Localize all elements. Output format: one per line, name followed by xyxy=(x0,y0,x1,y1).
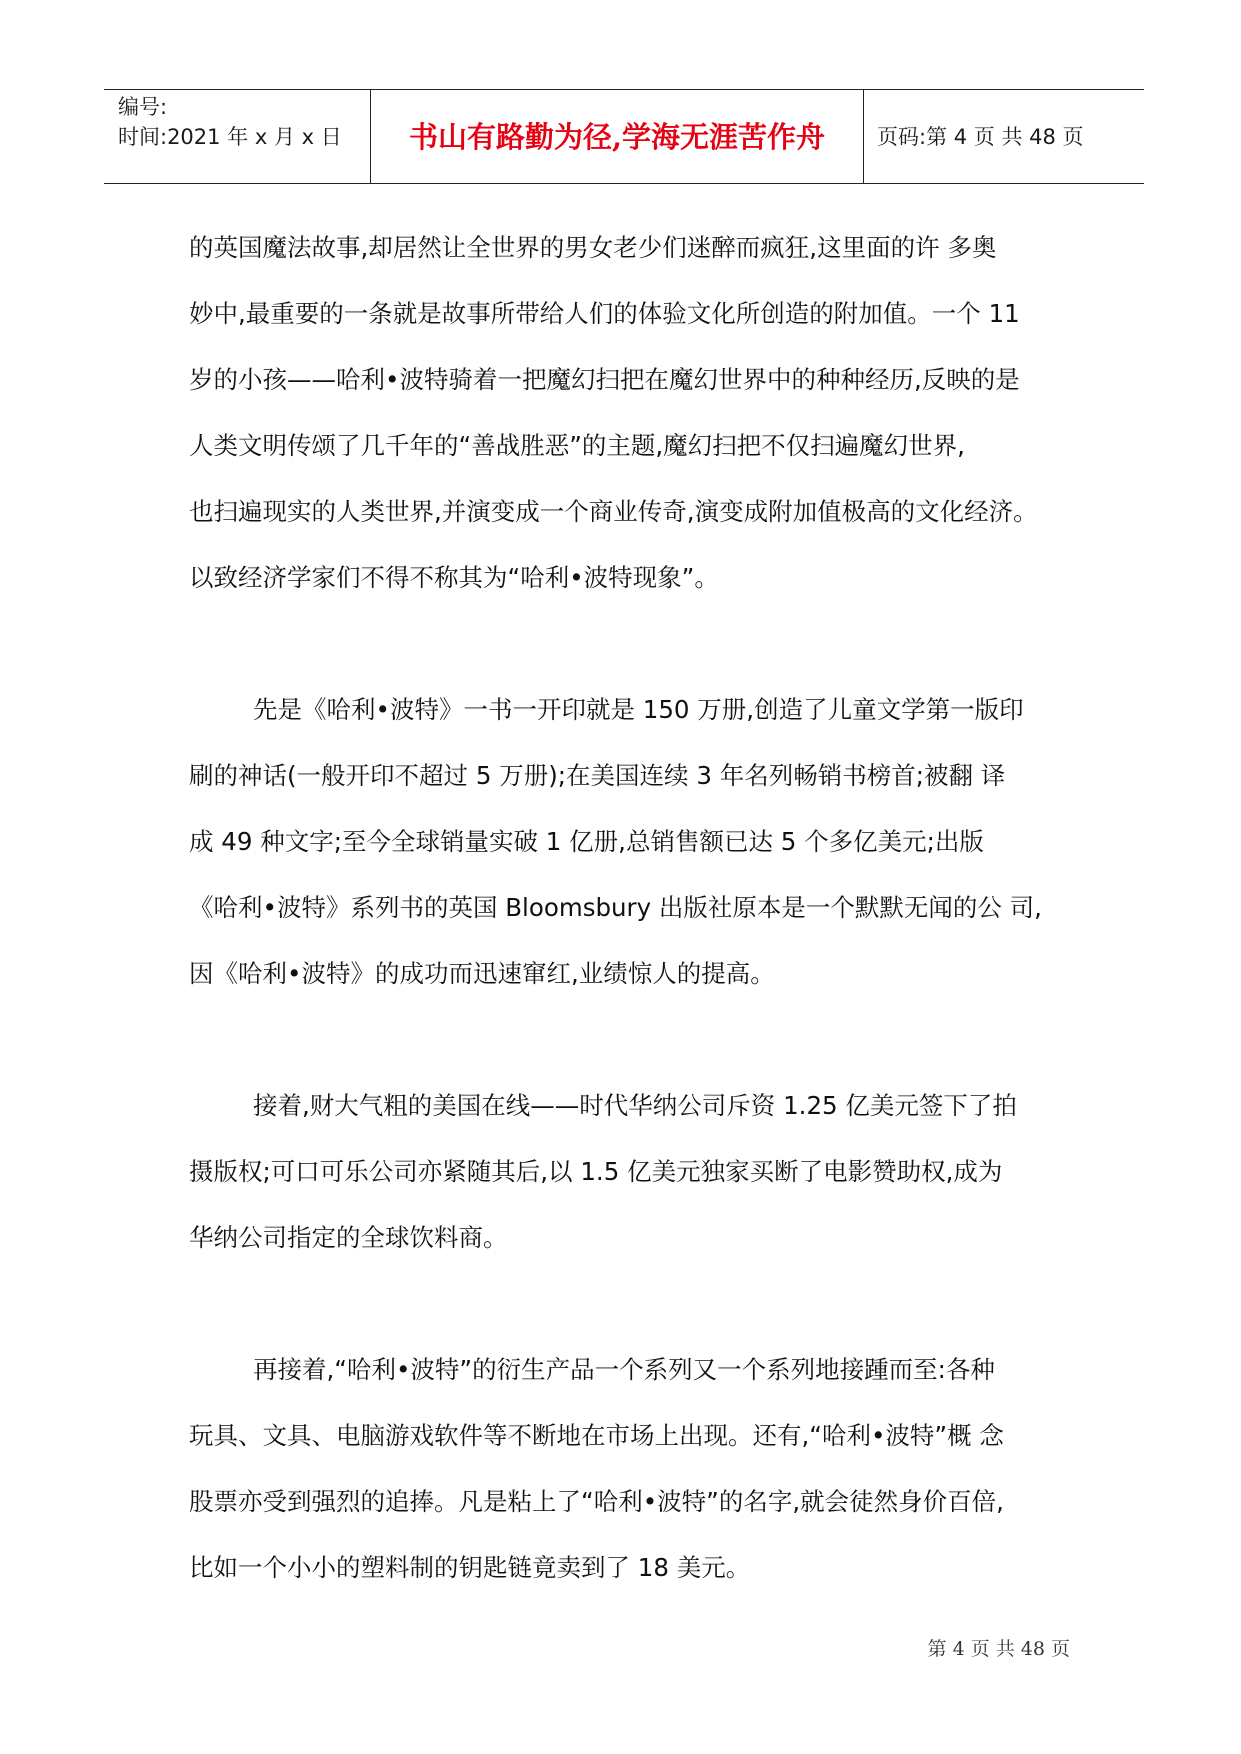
text-line: 人类文明传颂了几千年的“善战胜恶”的主题,魔幻扫把不仅扫遍魔幻世界, xyxy=(189,431,965,460)
header-meta xyxy=(118,92,342,152)
paragraph-1 xyxy=(189,215,1089,611)
paragraph-3 xyxy=(189,1073,1089,1271)
text-line: 以致经济学家们不得不称其为“哈利•波特现象”。 xyxy=(189,563,719,592)
text-line: 股票亦受到强烈的追捧。凡是粘上了“哈利•波特”的名字,就会徒然身价百倍, xyxy=(189,1487,1004,1516)
text-line: 摄版权;可口可乐公司亦紧随其后,以 1.5 亿美元独家买断了电影赞助权,成为 xyxy=(189,1157,1003,1186)
header-motto: 书山有路勤为径,学海无涯苦作舟 xyxy=(408,120,826,154)
text-line: 成 49 种文字;至今全球销量实破 1 亿册,总销售额已达 5 个多亿美元;出版 xyxy=(189,827,984,856)
time-label: 时间:2021 年 x 月 x 日 xyxy=(118,125,342,149)
header-top-rule xyxy=(104,89,1144,90)
footer-page-number: 第 4 页 共 48 页 xyxy=(927,1638,1070,1660)
text-line: 也扫遍现实的人类世界,并演变成一个商业传奇,演变成附加值极高的文化经济。 xyxy=(189,497,1038,526)
header-bottom-rule xyxy=(104,183,1144,184)
text-line: 刷的神话(一般开印不超过 5 万册);在美国连续 3 年名列畅销书榜首;被翻 译 xyxy=(189,761,1006,790)
text-line: 玩具、文具、电脑游戏软件等不断地在市场上出现。还有,“哈利•波特”概 念 xyxy=(189,1421,1004,1450)
text-line: 妙中,最重要的一条就是故事所带给人们的体验文化所创造的附加值。一个 11 xyxy=(189,299,1020,328)
text-line: 因《哈利•波特》的成功而迅速窜红,业绩惊人的提高。 xyxy=(189,959,775,988)
paragraph-4 xyxy=(189,1337,1089,1601)
text-line: 《哈利•波特》系列书的英国 Bloomsbury 出版社原本是一个默默无闻的公 司, xyxy=(189,893,1042,922)
document-body xyxy=(189,215,1089,1667)
header-divider-right xyxy=(863,89,864,183)
text-line: 岁的小孩——哈利•波特骑着一把魔幻扫把在魔幻世界中的种种经历,反映的是 xyxy=(189,365,1020,394)
text-line: 的英国魔法故事,却居然让全世界的男女老少们迷醉而疯狂,这里面的许 多奥 xyxy=(189,233,997,262)
header-divider-left xyxy=(370,89,371,183)
text-line: 再接着,“哈利•波特”的衍生产品一个系列又一个系列地接踵而至:各种 xyxy=(253,1355,995,1384)
text-line: 华纳公司指定的全球饮料商。 xyxy=(189,1223,508,1252)
text-line: 先是《哈利•波特》一书一开印就是 150 万册,创造了儿童文学第一版印 xyxy=(253,695,1024,724)
text-line: 比如一个小小的塑料制的钥匙链竟卖到了 18 美元。 xyxy=(189,1553,751,1582)
serial-label: 编号: xyxy=(118,95,168,119)
text-line: 接着,财大气粗的美国在线——时代华纳公司斥资 1.25 亿美元签下了拍 xyxy=(253,1091,1017,1120)
header-page-info: 页码:第 4 页 共 48 页 xyxy=(877,125,1084,149)
paragraph-2 xyxy=(189,677,1089,1007)
